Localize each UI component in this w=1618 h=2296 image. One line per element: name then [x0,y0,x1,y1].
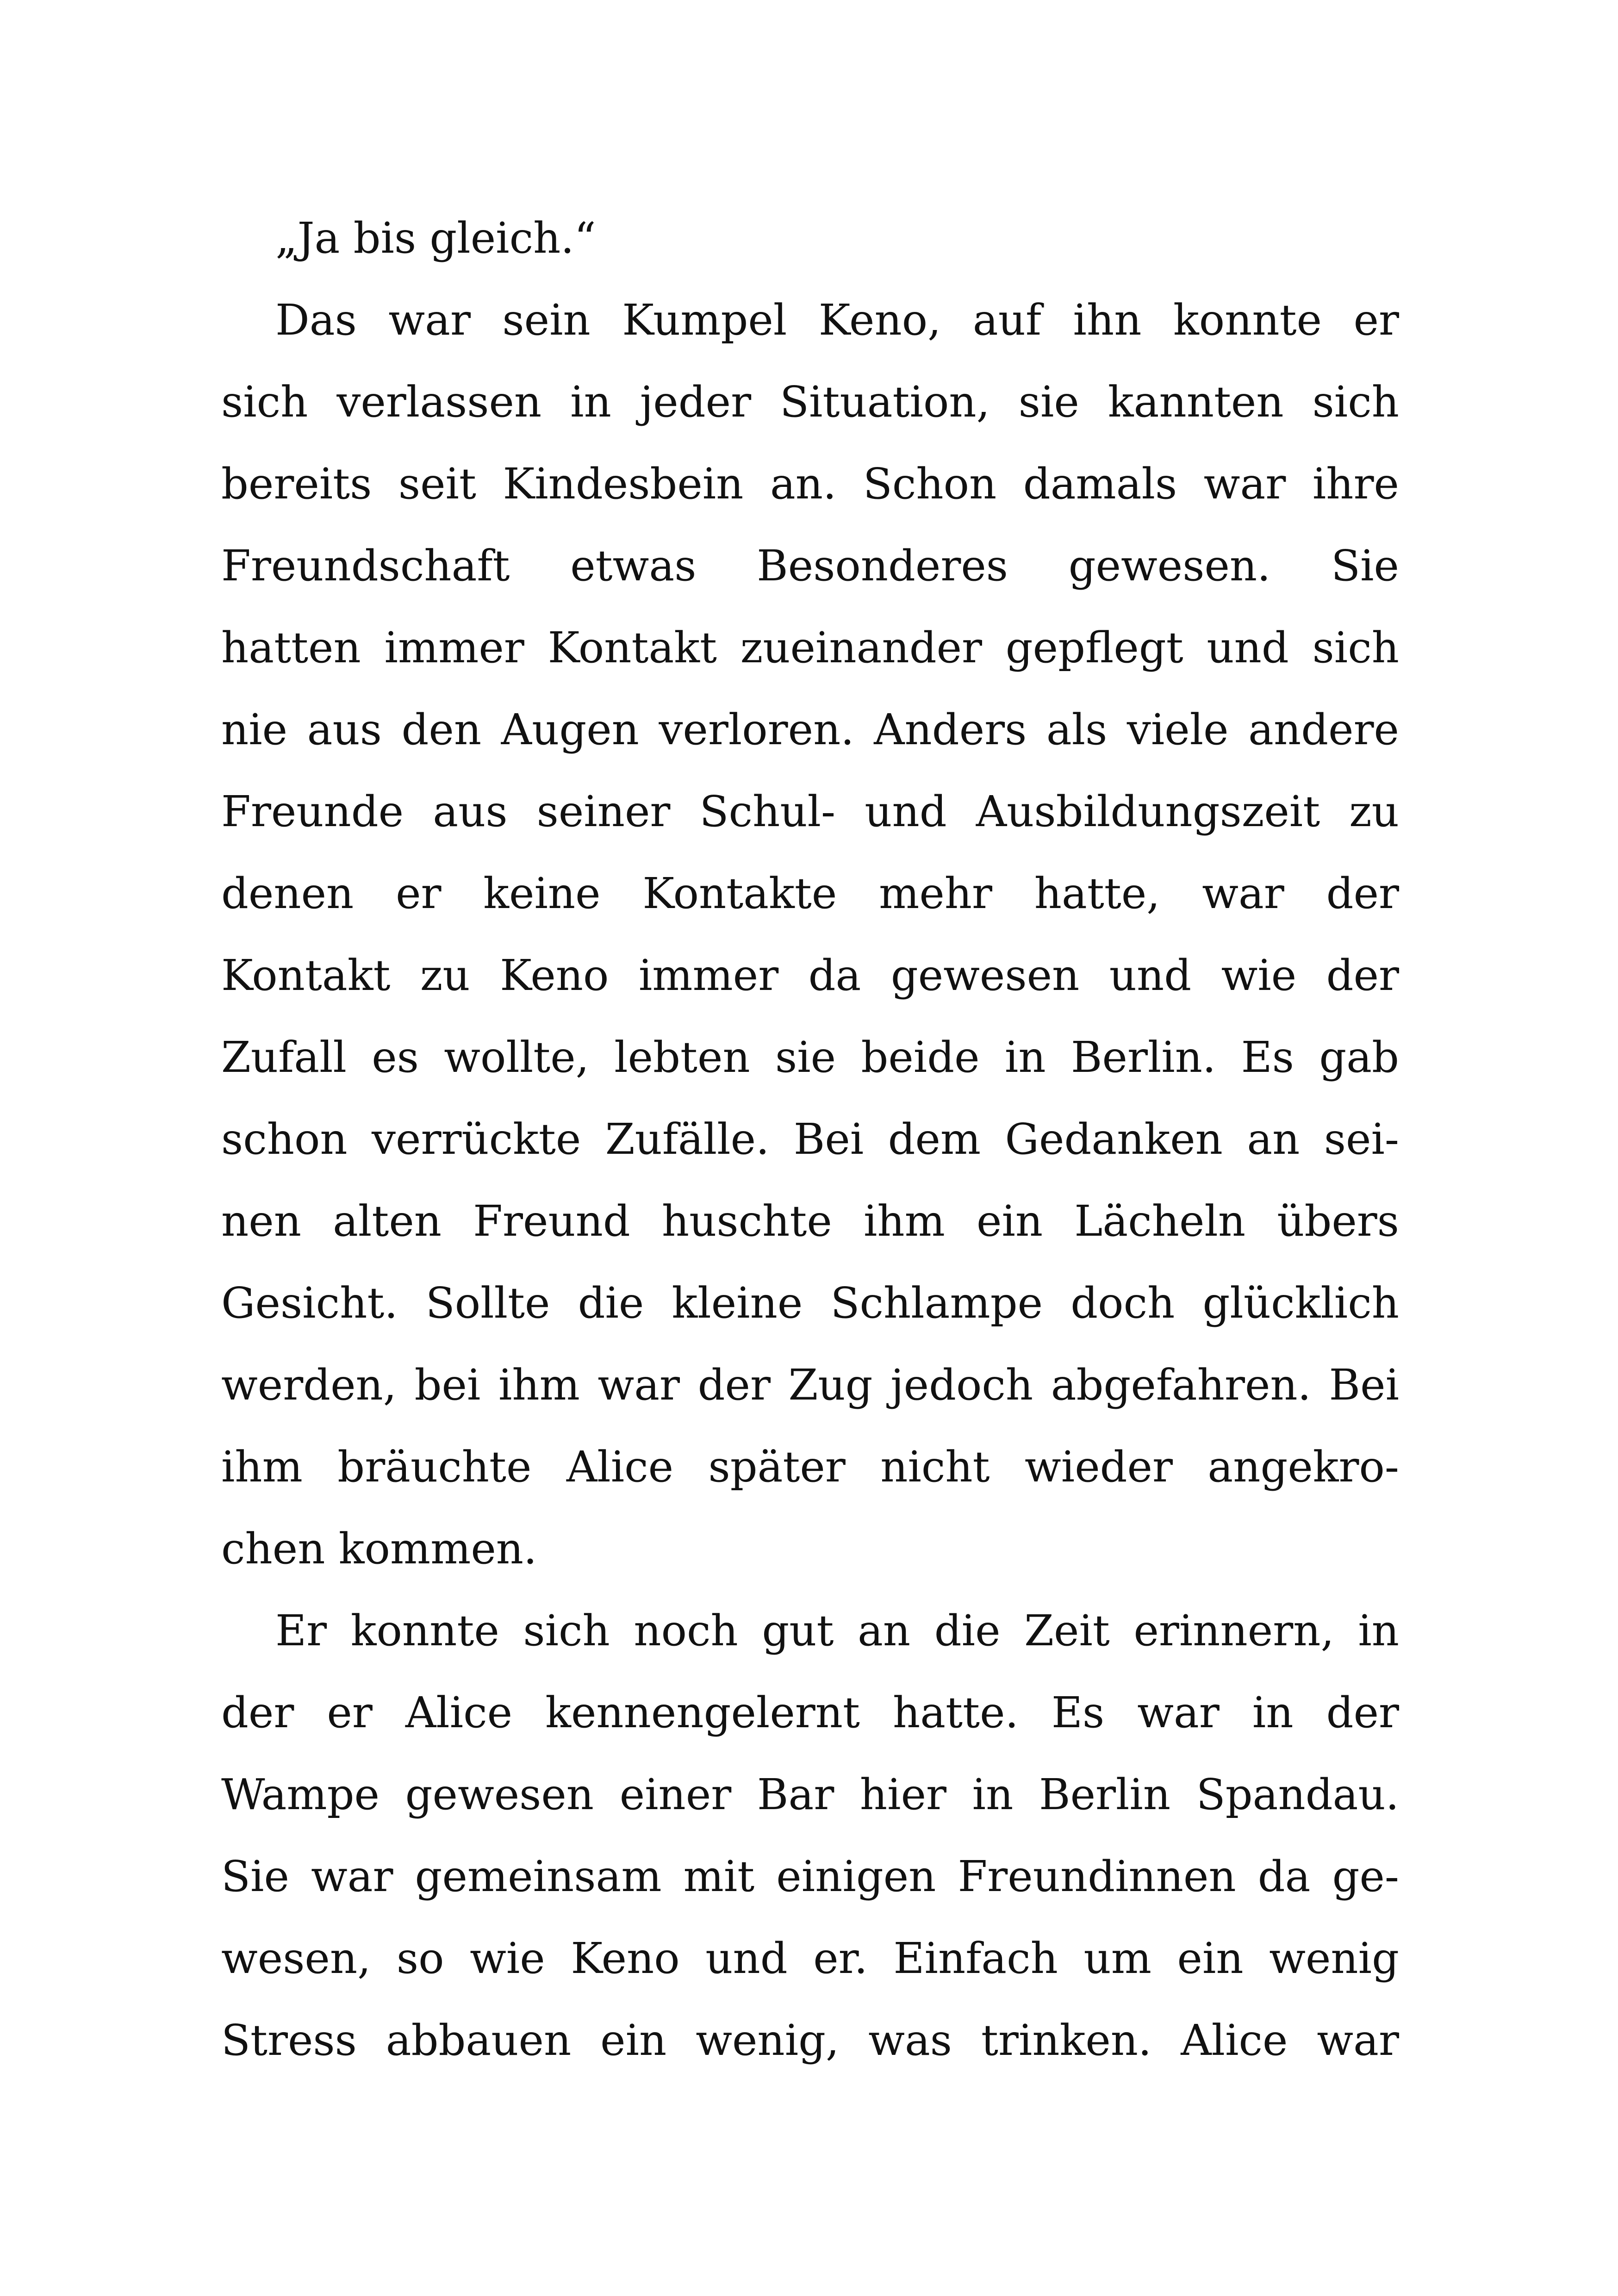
text-line-18: Er konnte sich noch gut an die Zeit erinnern, in [275,1606,1399,1655]
text-line-6: hatten immer Kontakt zueinander gepflegt und sich [221,623,1399,672]
text-line-21: Sie war gemeinsam mit einigen Freundinnen da ge- [221,1852,1399,1901]
text-line-12: schon verrückte Zufälle. Bei dem Gedanken an sei- [221,1114,1399,1164]
text-line-11: Zufall es wollte, lebten sie beide in Berlin. Es gab [221,1033,1399,1082]
text-line-10: Kontakt zu Keno immer da gewesen und wie der [221,951,1399,1000]
text-line-9: denen er keine Kontakte mehr hatte, war der [221,869,1399,918]
text-line-15: werden, bei ihm war der Zug jedoch abgefahren. Bei [221,1360,1399,1410]
text-line-19: der er Alice kennengelernt hatte. Es war in der [221,1688,1399,1737]
text-line-22: wesen, so wie Keno und er. Einfach um ein wenig [221,1934,1399,1983]
text-line-16: ihm bräuchte Alice später nicht wieder angekro- [221,1442,1399,1492]
text-line-4: bereits seit Kindesbein an. Schon damals war ihre [221,459,1399,509]
text-line-8: Freunde aus seiner Schul- und Ausbildungszeit zu [221,787,1399,836]
text-line-23: Stress abbauen ein wenig, was trinken. Alice war [221,2016,1399,2065]
text-line-14: Gesicht. Sollte die kleine Schlampe doch glücklich [221,1278,1399,1328]
text-line-13: nen alten Freund huschte ihm ein Lächeln übers [221,1196,1399,1246]
text-line-20: Wampe gewesen einer Bar hier in Berlin Spandau. [221,1770,1399,1819]
text-line-3: sich verlassen in jeder Situation, sie kannten sich [221,377,1399,427]
text-line-17: chen kommen. [221,1524,537,1574]
text-line-1: „Ja bis gleich.“ [275,213,596,263]
text-line-7: nie aus den Augen verloren. Anders als viele andere [221,705,1399,754]
text-line-5: Freundschaft etwas Besonderes gewesen. Sie [221,541,1399,591]
text-line-2: Das war sein Kumpel Keno, auf ihn konnte er [275,295,1399,345]
